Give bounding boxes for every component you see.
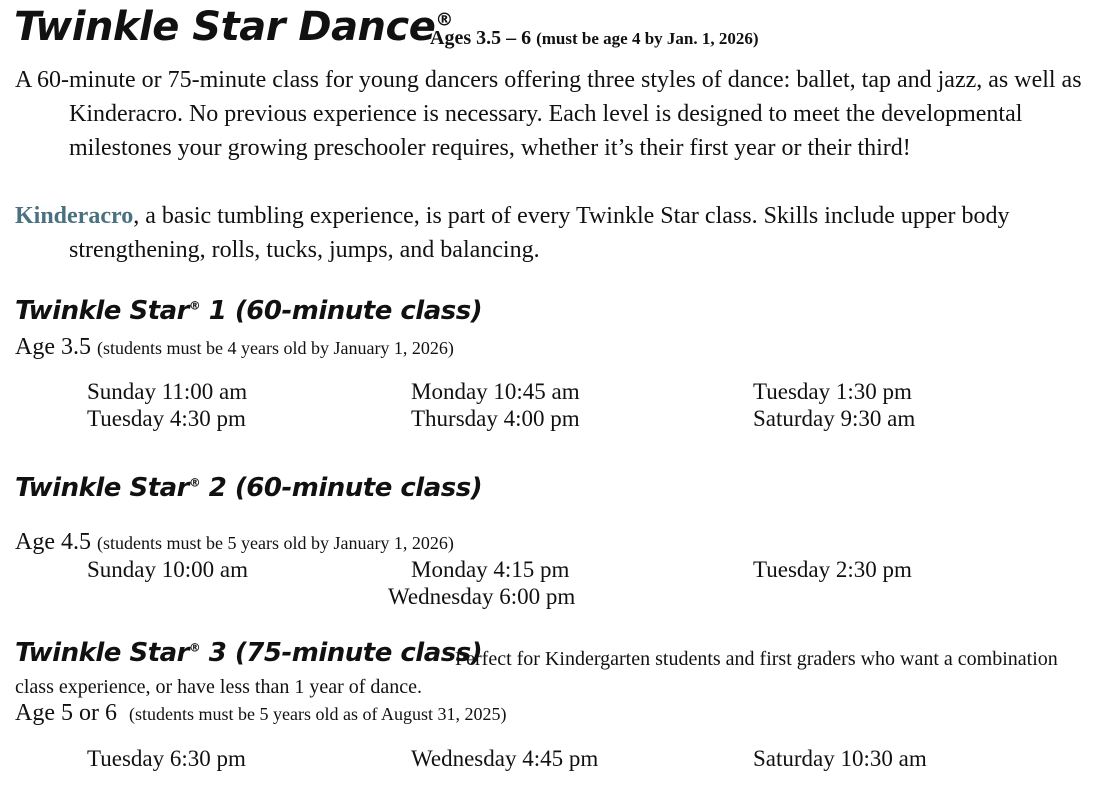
- level-2-age: Age 4.5 (students must be 5 years old by January 1, 2026): [15, 529, 454, 555]
- kinderacro-term: Kinderacro: [15, 203, 134, 229]
- level-3-heading: Twinkle Star® 3 (75-minute class): [15, 638, 483, 668]
- level-1-age-note: (students must be 4 years old by January 1, 2026): [96, 338, 454, 358]
- class-time: Monday 4:15 pm: [411, 557, 570, 582]
- class-time: Saturday 9:30 am: [753, 406, 916, 431]
- class-time: Tuesday 1:30 pm: [753, 379, 912, 404]
- class-time: Tuesday 6:30 pm: [87, 746, 246, 771]
- class-time: Sunday 10:00 am: [87, 557, 248, 582]
- intro-paragraph: A 60-minute or 75-minute class for young dancers offering three styles of dance: ballet, tap and jazz, as well as Kinderacro. No previous experience is necessary. Each level is designed to meet the developmental milestones your growing preschooler requires, whether it’s their first year or their third!: [15, 67, 1082, 161]
- page-title: Twinkle Star Dance®: [14, 4, 453, 50]
- level-1-heading: Twinkle Star® 1 (60-minute class): [15, 296, 483, 326]
- age-range: Ages 3.5 – 6 (must be age 4 by Jan. 1, 2026): [430, 27, 759, 49]
- class-time: Wednesday 6:00 pm: [388, 584, 576, 609]
- class-time: Tuesday 4:30 pm: [87, 406, 246, 431]
- level-3-age: Age 5 or 6 (students must be 5 years old as of August 31, 2025): [15, 700, 507, 726]
- level-3-age-note: (students must be 5 years old as of August 31, 2025): [128, 704, 507, 724]
- level-1-age: Age 3.5 (students must be 4 years old by January 1, 2026): [15, 334, 454, 360]
- level-2-age-note: (students must be 5 years old by January 1, 2026): [96, 533, 454, 553]
- class-time: Wednesday 4:45 pm: [411, 746, 599, 771]
- class-time: Monday 10:45 am: [411, 379, 580, 404]
- class-time: Thursday 4:00 pm: [411, 406, 580, 431]
- age-range-note: (must be age 4 by Jan. 1, 2026): [536, 29, 759, 48]
- kinderacro-paragraph: Kinderacro, a basic tumbling experience, is part of every Twinkle Star class. Skills include upper body strengthening, rolls, tucks, jumps, and balancing.: [15, 203, 1010, 263]
- class-time: Tuesday 2:30 pm: [753, 557, 912, 582]
- level-3-description: Perfect for Kindergarten students and first graders who want a combination class experience, or have less than 1 year of dance.: [15, 648, 1058, 698]
- registered-mark: ®: [435, 9, 453, 31]
- class-time: Saturday 10:30 am: [753, 746, 927, 771]
- level-2-heading: Twinkle Star® 2 (60-minute class): [15, 473, 483, 503]
- class-time: Sunday 11:00 am: [87, 379, 248, 404]
